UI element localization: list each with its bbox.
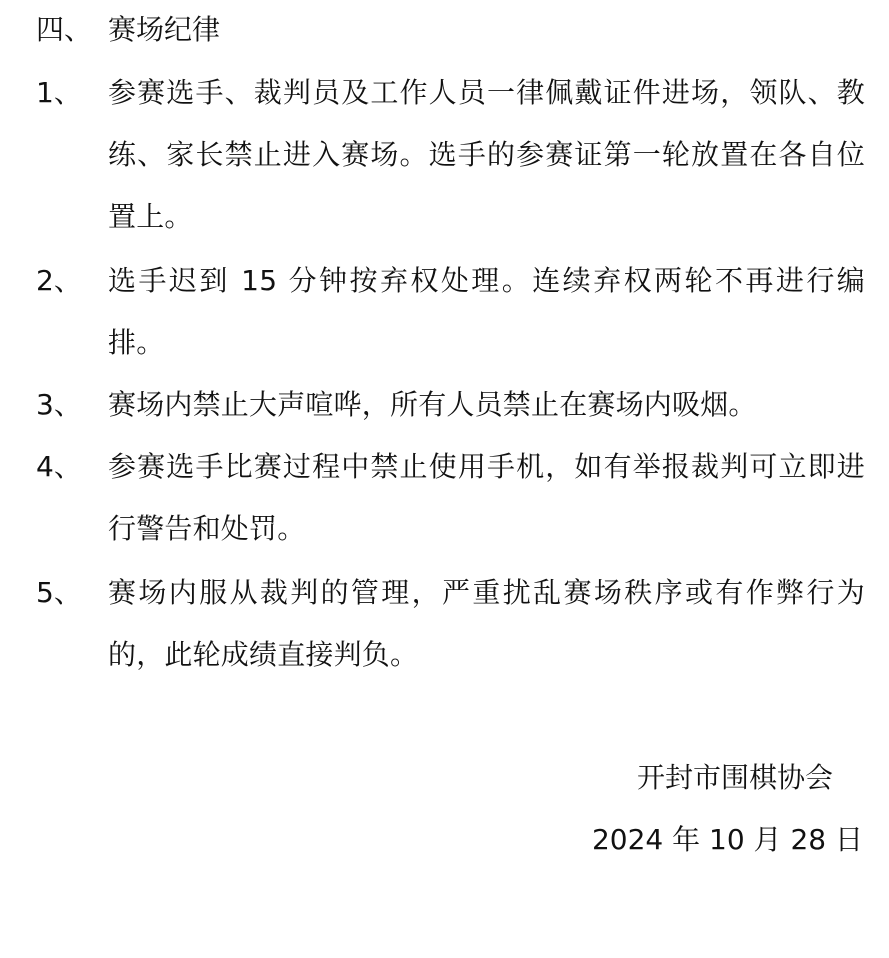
rule-index: 4、: [36, 450, 82, 483]
rule-index: 5、: [36, 576, 82, 609]
rule-text: 参赛选手、裁判员及工作人员一律佩戴证件进场，领队、教练、家长禁止进入赛场。选手的参赛证第一轮放置在各自位置上。: [108, 76, 865, 233]
rule-text: 选手迟到 15 分钟按弃权处理。连续弃权两轮不再进行编排。: [108, 264, 865, 359]
rule-index: 2、: [36, 264, 82, 297]
rule-text: 赛场内禁止大声喧哗，所有人员禁止在赛场内吸烟。: [108, 388, 757, 421]
signature-organization: 开封市围棋协会: [636, 761, 833, 794]
rule-index: 3、: [36, 388, 82, 421]
rule-index: 1、: [36, 76, 82, 109]
rule-text: 参赛选手比赛过程中禁止使用手机，如有举报裁判可立即进行警告和处罚。: [108, 450, 865, 545]
section-number: 四、: [36, 13, 93, 46]
section-title: 赛场纪律: [108, 13, 221, 46]
signature-date: 2024 年 10 月 28 日: [591, 823, 863, 856]
section-heading: [36, 8, 220, 52]
rule-text: 赛场内服从裁判的管理，严重扰乱赛场秩序或有作弊行为的，此轮成绩直接判负。: [108, 576, 865, 671]
